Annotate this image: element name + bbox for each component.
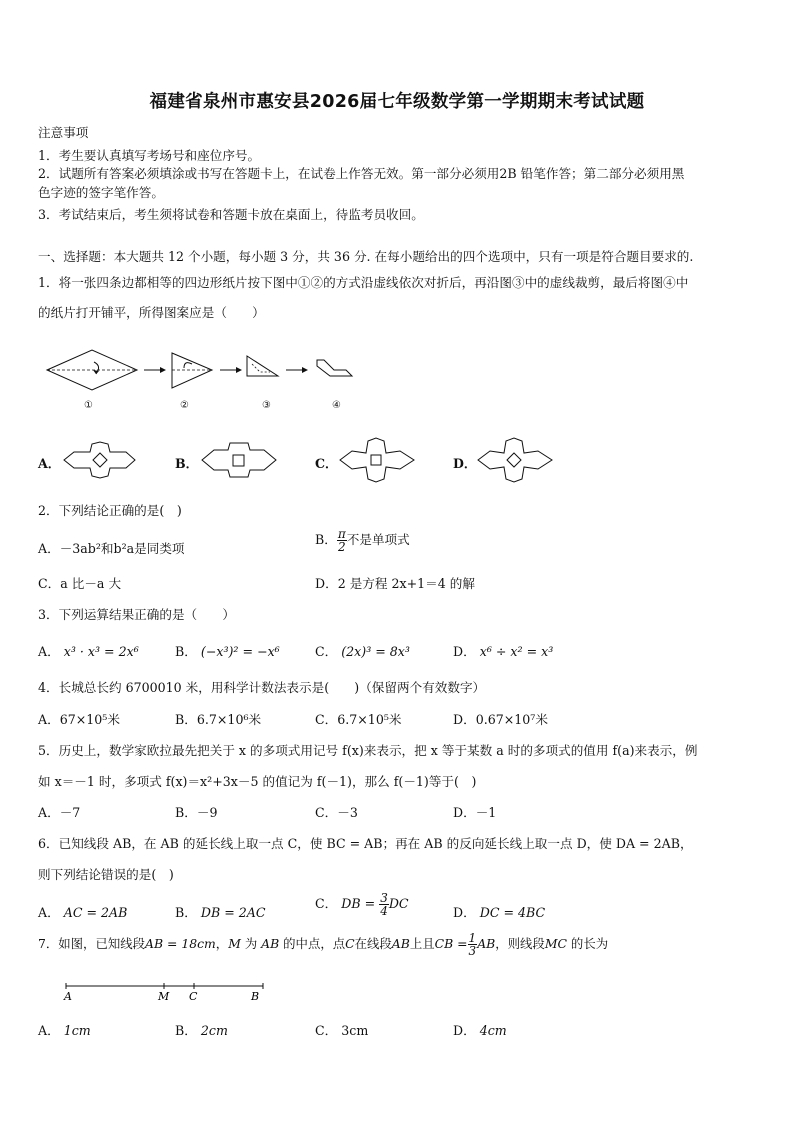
q6-d-expr: DC = 4BC bbox=[479, 905, 546, 920]
q6-b-expr: DB = 2AC bbox=[200, 905, 266, 920]
q2-b-numerator: π bbox=[337, 527, 346, 541]
q1-fig-label-4: ④ bbox=[332, 400, 341, 411]
q6-option-a[interactable] bbox=[38, 902, 127, 921]
q3-c-expr: (2x)³ = 8x³ bbox=[341, 644, 410, 659]
page-title: 福建省泉州市惠安县2026届七年级数学第一学期期末考试试题 bbox=[149, 92, 645, 112]
q7-part16: 的长为 bbox=[566, 936, 609, 951]
q7-part8: C bbox=[345, 936, 355, 951]
q7-c-value: 3cm bbox=[341, 1023, 369, 1038]
q7-part10: AB bbox=[391, 936, 410, 951]
q1-option-c-label: C． bbox=[315, 456, 338, 471]
q7-fraction bbox=[468, 932, 478, 957]
q7-option-b[interactable] bbox=[175, 1020, 228, 1039]
q5-option-d[interactable]: D．－1 bbox=[453, 805, 497, 820]
q6-option-b[interactable] bbox=[175, 902, 266, 921]
q4-option-c[interactable]: C．6.7×10⁵米 bbox=[315, 712, 402, 727]
q2-b-denominator: 2 bbox=[337, 540, 346, 554]
q7-part2: AB = 18cm bbox=[145, 936, 216, 951]
q7-part9: 在线段 bbox=[354, 936, 392, 951]
q2-option-b-fraction bbox=[337, 528, 347, 553]
q5-option-b[interactable]: B．－9 bbox=[175, 805, 218, 820]
q7-part12: CB = bbox=[434, 936, 468, 951]
q7-option-d[interactable] bbox=[453, 1020, 507, 1039]
q7-a-label: A． bbox=[38, 1023, 60, 1038]
q3-option-d[interactable] bbox=[453, 641, 553, 660]
q6-c-fraction bbox=[379, 892, 389, 917]
q1-stem-line2: 的纸片打开铺平，所得图案应是（ ） bbox=[38, 305, 265, 320]
q3-option-b[interactable] bbox=[175, 641, 280, 660]
q5-option-c[interactable]: C．－3 bbox=[315, 805, 358, 820]
q7-b-label: B． bbox=[175, 1023, 197, 1038]
q3-stem: 3．下列运算结果正确的是（ ） bbox=[38, 607, 235, 622]
q6-option-d[interactable] bbox=[453, 902, 545, 921]
q7-part7: 的中点，点 bbox=[279, 936, 346, 951]
q4-stem: 4．长城总长约 6700010 米，用科学计数法表示是( )（保留两个有效数字） bbox=[38, 680, 486, 695]
q1-stem-line1: 1．将一张四条边都相等的四边形纸片按下图中①②的方式沿虚线依次对折后，再沿图③中的虚线裁剪，最后将图④中 bbox=[38, 275, 689, 290]
q2-option-b[interactable] bbox=[315, 528, 410, 553]
notice-heading: 注意事项 bbox=[38, 125, 89, 140]
q7-part4: M bbox=[228, 936, 241, 951]
q1-option-b-figure[interactable] bbox=[200, 440, 278, 480]
q7-part13: AB bbox=[477, 936, 496, 951]
notice-item-2: 2．试题所有答案必须填涂或书写在答题卡上，在试卷上作答无效。第一部分必须用2B 铅笔作答；第二部分必须用黑 bbox=[38, 166, 685, 181]
q3-option-c[interactable] bbox=[315, 641, 410, 660]
q3-d-label: D． bbox=[453, 644, 476, 659]
q7-part15: MC bbox=[544, 936, 567, 951]
q7-part6: AB bbox=[261, 936, 280, 951]
q1-option-a-figure[interactable] bbox=[62, 440, 137, 480]
q6-b-label: B． bbox=[175, 905, 197, 920]
q7-numerator: 1 bbox=[468, 931, 477, 945]
q6-a-expr: AC = 2AB bbox=[63, 905, 128, 920]
q5-stem-line1: 5．历史上，数学家欧拉最先把关于 x 的多项式用记号 f(x)来表示，把 x 等于某数 a 时的多项式的值用 f(a)来表示，例 bbox=[38, 743, 698, 758]
notice-item-3: 3．考试结束后，考生须将试卷和答题卡放在桌面上，待监考员收回。 bbox=[38, 207, 424, 222]
q6-c-label: C． bbox=[315, 896, 338, 911]
q6-stem-line1: 6．已知线段 AB，在 AB 的延长线上取一点 C，使 BC = AB；再在 AB 的反向延长线上取一点 D，使 DA = 2AB， bbox=[38, 836, 693, 851]
q2-option-b-text: 不是单项式 bbox=[346, 532, 410, 547]
q7-label-a: A bbox=[64, 990, 72, 1003]
q1-fig-label-3: ③ bbox=[262, 400, 271, 411]
q4-option-a[interactable]: A．67×10⁵米 bbox=[38, 712, 120, 727]
q7-part11: 上且 bbox=[409, 936, 435, 951]
notice-item-1: 1．考生要认真填写考场号和座位序号。 bbox=[38, 148, 261, 163]
q7-d-value: 4cm bbox=[479, 1023, 507, 1038]
q4-option-b[interactable]: B．6.7×10⁶米 bbox=[175, 712, 262, 727]
q6-d-label: D． bbox=[453, 905, 476, 920]
q6-option-c[interactable] bbox=[315, 892, 409, 917]
q5-option-a[interactable]: A．－7 bbox=[38, 805, 81, 820]
q7-part5: 为 bbox=[240, 936, 262, 951]
q7-segment-figure bbox=[58, 980, 273, 1008]
q3-a-label: A． bbox=[38, 644, 60, 659]
q7-part14: ，则线段 bbox=[495, 936, 545, 951]
q7-option-c[interactable] bbox=[315, 1020, 368, 1039]
q6-c-denominator: 4 bbox=[380, 904, 388, 918]
q7-b-value: 2cm bbox=[200, 1023, 228, 1038]
q2-option-d[interactable]: D．2 是方程 2x+1＝4 的解 bbox=[315, 576, 475, 591]
q1-fig-label-1: ① bbox=[84, 400, 93, 411]
q6-a-label: A． bbox=[38, 905, 60, 920]
q2-option-a[interactable]: A．－3ab²和b²a是同类项 bbox=[38, 541, 185, 556]
q7-a-value: 1cm bbox=[63, 1023, 91, 1038]
q1-option-a-label: A． bbox=[38, 456, 61, 471]
q7-stem bbox=[38, 932, 608, 957]
q3-c-label: C． bbox=[315, 644, 338, 659]
q7-label-b: B bbox=[251, 990, 260, 1003]
q2-option-b-label: B． bbox=[315, 532, 337, 547]
q6-c-rhs: DC bbox=[388, 896, 409, 911]
q3-b-expr: (−x³)² = −x⁶ bbox=[200, 644, 280, 659]
q1-option-d-label: D． bbox=[453, 456, 477, 471]
q7-d-label: D． bbox=[453, 1023, 476, 1038]
notice-item-2-cont: 色字迹的签字笔作答。 bbox=[38, 185, 164, 200]
section-heading: 一、选择题：本大题共 12 个小题，每小题 3 分，共 36 分. 在每小题给出的四个选项中，只有一项是符合题目要求的. bbox=[38, 249, 694, 264]
q1-option-b-label: B． bbox=[175, 456, 199, 471]
q2-stem: 2．下列结论正确的是( ) bbox=[38, 503, 182, 518]
q7-label-c: C bbox=[189, 990, 198, 1003]
q3-option-a[interactable] bbox=[38, 641, 139, 660]
q6-c-numerator: 3 bbox=[380, 891, 388, 905]
q5-stem-line2: 如 x＝－1 时，多项式 f(x)＝x²+3x－5 的值记为 f(－1)，那么 f(－1)等于( ) bbox=[38, 774, 477, 789]
q1-option-d-figure[interactable] bbox=[476, 437, 554, 483]
q7-c-label: C． bbox=[315, 1023, 338, 1038]
q7-label-m: M bbox=[158, 990, 170, 1003]
q3-d-expr: x⁶ ÷ x² = x³ bbox=[479, 644, 554, 659]
q7-part3: ， bbox=[215, 936, 229, 951]
q4-option-d[interactable]: D．0.67×10⁷米 bbox=[453, 712, 548, 727]
q7-part1: 7．如图，已知线段 bbox=[38, 936, 146, 951]
q1-option-c-figure[interactable] bbox=[338, 437, 416, 483]
q1-fig-label-2: ② bbox=[180, 400, 189, 411]
q2-option-c[interactable]: C．a 比－a 大 bbox=[38, 576, 122, 591]
q7-denominator: 3 bbox=[468, 944, 477, 958]
q6-stem-line2: 则下列结论错误的是( ) bbox=[38, 867, 174, 882]
q7-option-a[interactable] bbox=[38, 1020, 91, 1039]
q3-b-label: B． bbox=[175, 644, 197, 659]
q6-c-lhs: DB = bbox=[341, 896, 376, 911]
q3-a-expr: x³ · x³ = 2x⁶ bbox=[63, 644, 139, 659]
